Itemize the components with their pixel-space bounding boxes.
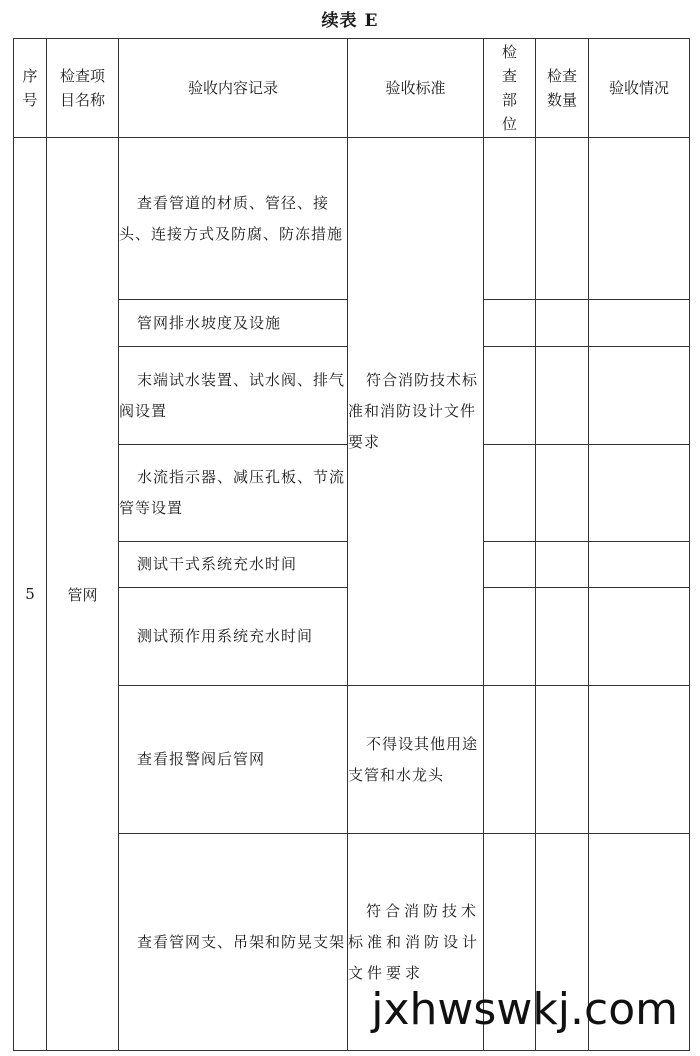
header-location: 检查部位 xyxy=(484,39,536,138)
standard-cell: 符合消防技术标准和消防设计文件要求 xyxy=(348,834,484,1051)
standard-cell: 不得设其他用途支管和水龙头 xyxy=(348,686,484,834)
result-cell[interactable] xyxy=(589,686,690,834)
result-cell[interactable] xyxy=(589,138,690,300)
quantity-cell[interactable] xyxy=(536,347,589,445)
inspection-table xyxy=(13,38,690,1051)
table-row xyxy=(14,138,690,300)
header-row xyxy=(14,39,690,138)
header-standard: 验收标准 xyxy=(348,39,484,138)
header-quantity: 检查数量 xyxy=(536,39,589,138)
content-cell: 水流指示器、减压孔板、节流管等设置 xyxy=(119,445,348,542)
content-cell: 末端试水装置、试水阀、排气阀设置 xyxy=(119,347,348,445)
quantity-cell[interactable] xyxy=(536,588,589,686)
quantity-cell[interactable] xyxy=(536,300,589,347)
content-cell: 测试干式系统充水时间 xyxy=(119,542,348,588)
content-cell: 查看管道的材质、管径、接头、连接方式及防腐、防冻措施 xyxy=(119,138,348,300)
location-cell[interactable] xyxy=(484,300,536,347)
location-cell[interactable] xyxy=(484,588,536,686)
header-result: 验收情况 xyxy=(589,39,690,138)
content-cell: 管网排水坡度及设施 xyxy=(119,300,348,347)
table-title: 续表 E xyxy=(321,11,379,31)
location-cell[interactable] xyxy=(484,445,536,542)
content-cell: 测试预作用系统充水时间 xyxy=(119,588,348,686)
result-cell[interactable] xyxy=(589,347,690,445)
quantity-cell[interactable] xyxy=(536,542,589,588)
location-cell[interactable] xyxy=(484,686,536,834)
location-cell[interactable] xyxy=(484,347,536,445)
quantity-cell[interactable] xyxy=(536,138,589,300)
header-item: 检查项目名称 xyxy=(47,39,119,138)
item-name-cell: 管网 xyxy=(47,138,119,1051)
header-seq: 序号 xyxy=(14,39,47,138)
location-cell[interactable] xyxy=(484,542,536,588)
content-cell: 查看报警阀后管网 xyxy=(119,686,348,834)
seq-cell: 5 xyxy=(14,138,47,1051)
quantity-cell[interactable] xyxy=(536,686,589,834)
standard-cell: 符合消防技术标准和消防设计文件要求 xyxy=(348,138,484,686)
result-cell[interactable] xyxy=(589,542,690,588)
content-cell: 查看管网支、吊架和防晃支架 xyxy=(119,834,348,1051)
watermark: jxhwswkj.com xyxy=(371,984,678,1035)
header-content: 验收内容记录 xyxy=(119,39,348,138)
result-cell[interactable] xyxy=(589,445,690,542)
location-cell[interactable] xyxy=(484,138,536,300)
quantity-cell[interactable] xyxy=(536,445,589,542)
result-cell[interactable] xyxy=(589,300,690,347)
result-cell[interactable] xyxy=(589,588,690,686)
